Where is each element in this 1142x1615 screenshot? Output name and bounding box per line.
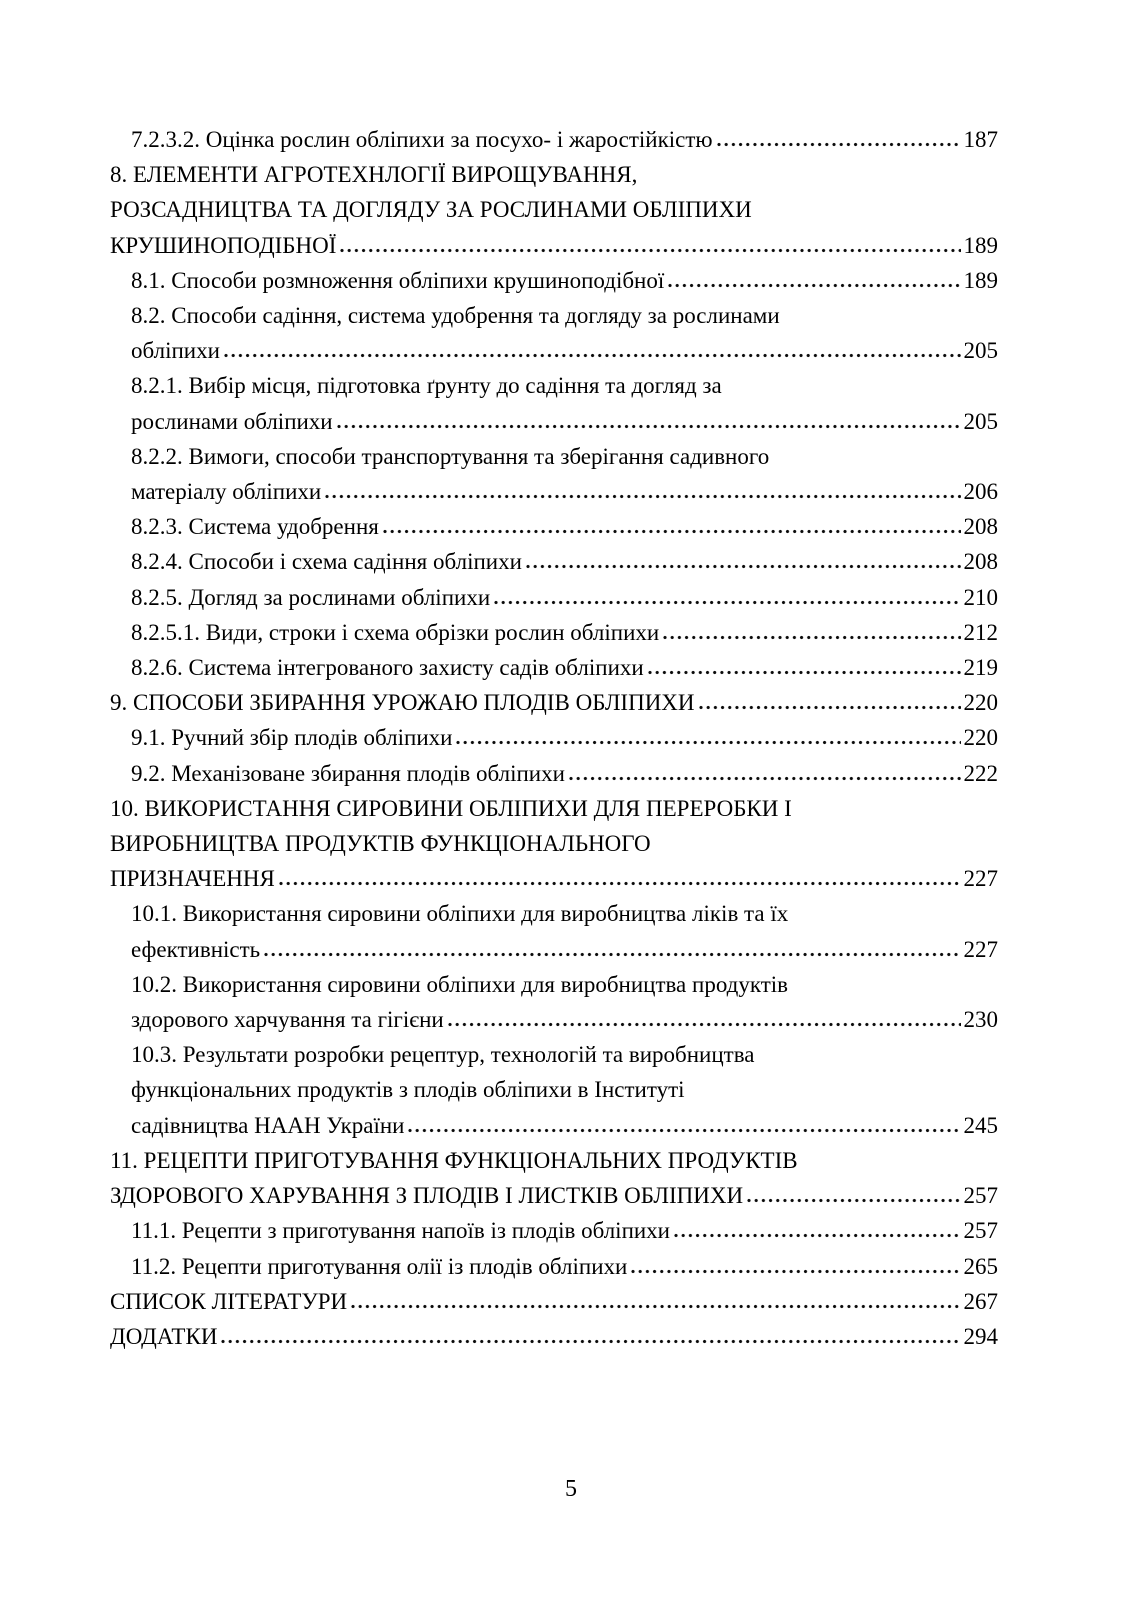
dot-leader: [221, 1339, 960, 1344]
toc-entry-text: функціональних продуктів з плодів обліпихи в Інституті: [131, 1077, 685, 1103]
toc-entry: [110, 1213, 998, 1248]
toc-entry: [110, 756, 998, 791]
toc-entry-page: 189: [963, 267, 998, 293]
toc-entry-page: 205: [963, 408, 998, 434]
toc-entry-page: 294: [963, 1323, 998, 1349]
toc-entry-text: 11.2. Рецепти приготування олії із плодів обліпихи: [131, 1253, 628, 1279]
dot-leader: [448, 1022, 961, 1027]
toc-entry-text: 11. РЕЦЕПТИ ПРИГОТУВАННЯ ФУНКЦІОНАЛЬНИХ ПРОДУКТІВ: [110, 1147, 798, 1173]
toc-entry-text: ПРИЗНАЧЕННЯ: [110, 866, 275, 892]
toc-entry-line: [110, 791, 998, 826]
toc-entry-page: 212: [963, 619, 998, 645]
table-of-contents: [110, 122, 998, 1354]
toc-entry-text: 10. ВИКОРИСТАННЯ СИРОВИНИ ОБЛІПИХИ ДЛЯ ПЕРЕРОБКИ І: [110, 795, 792, 821]
toc-entry-last-line: [131, 1249, 998, 1284]
toc-entry-line: [131, 368, 998, 403]
toc-entry-page: 205: [963, 338, 998, 364]
dot-leader: [674, 1233, 961, 1238]
toc-entry-page: 227: [963, 866, 998, 892]
dot-leader: [408, 1128, 960, 1133]
toc-entry: [110, 615, 998, 650]
dot-leader: [325, 494, 960, 499]
toc-entry-page: 257: [963, 1218, 998, 1244]
toc-entry-line: [110, 192, 998, 227]
toc-entry-text: 8.2.4. Способи і схема садіння обліпихи: [131, 549, 522, 575]
toc-entry: [110, 298, 998, 368]
toc-entry: [110, 1037, 998, 1143]
dot-leader: [383, 529, 961, 534]
toc-entry-line: [131, 439, 998, 474]
toc-entry-page: 189: [963, 232, 998, 258]
toc-entry-text: ефективність: [131, 936, 261, 962]
toc-entry: [110, 1143, 998, 1213]
toc-entry-text: РОЗСАДНИЦТВА ТА ДОГЛЯДУ ЗА РОСЛИНАМИ ОБЛІПИХИ: [110, 197, 752, 223]
toc-entry-line: [131, 1072, 998, 1107]
dot-leader: [569, 776, 961, 781]
toc-entry-page: 222: [963, 760, 998, 786]
dot-leader: [494, 600, 960, 605]
toc-entry-page: 206: [963, 479, 998, 505]
toc-entry-last-line: [131, 509, 998, 544]
toc-entry-text: матеріалу обліпихи: [131, 479, 322, 505]
toc-entry-last-line: [110, 685, 998, 720]
dot-leader: [668, 283, 960, 288]
toc-entry-page: 230: [963, 1007, 998, 1033]
toc-entry-text: 9.2. Механізоване збирання плодів обліпихи: [131, 760, 565, 786]
dot-leader: [717, 142, 961, 147]
toc-entry-last-line: [131, 756, 998, 791]
toc-entry-text: 8.2.1. Вибір місця, підготовка ґрунту до садіння та догляд за: [131, 373, 722, 399]
toc-entry: [110, 368, 998, 438]
toc-entry: [110, 122, 998, 157]
dot-leader: [340, 248, 960, 253]
toc-entry-page: 220: [963, 725, 998, 751]
toc-entry-last-line: [131, 1213, 998, 1248]
toc-entry: [110, 896, 998, 966]
toc-entry-text: 9. СПОСОБИ ЗБИРАННЯ УРОЖАЮ ПЛОДІВ ОБЛІПИХИ: [110, 690, 695, 716]
dot-leader: [224, 353, 961, 358]
toc-entry-text: ДОДАТКИ: [110, 1323, 218, 1349]
toc-entry-text: 8.2.2. Вимоги, способи транспортування та зберігання садивного: [131, 443, 770, 469]
toc-entry-text: 7.2.3.2. Оцінка рослин обліпихи за посухо- і жаростійкістю: [131, 127, 713, 152]
toc-entry-text: 9.1. Ручний збір плодів обліпихи: [131, 725, 453, 751]
toc-entry-text: садівництва НААН України: [131, 1112, 405, 1138]
toc-entry: [110, 509, 998, 544]
toc-entry-text: 8.1. Способи розмноження обліпихи крушиноподібної: [131, 267, 665, 293]
toc-entry-text: 8.2.3. Система удобрення: [131, 514, 379, 540]
toc-entry-last-line: [131, 932, 998, 967]
toc-entry-page: 187: [963, 127, 998, 152]
toc-entry: [110, 1319, 998, 1354]
toc-entry: [110, 720, 998, 755]
dot-leader: [264, 952, 960, 957]
dot-leader: [648, 670, 961, 675]
toc-entry-text: 8.2. Способи садіння, система удобрення та догляду за рослинами: [131, 303, 780, 329]
toc-entry-page: 267: [963, 1288, 998, 1314]
toc-entry-line: [110, 826, 998, 861]
toc-entry: [110, 967, 998, 1037]
toc-entry-text: 10.3. Результати розробки рецептур, технологій та виробництва: [131, 1042, 755, 1068]
dot-leader: [456, 740, 960, 745]
dot-leader: [337, 424, 961, 429]
toc-entry: [110, 1284, 998, 1319]
toc-entry-page: 208: [963, 549, 998, 575]
page-number: 5: [565, 1476, 577, 1502]
toc-entry-text: СПИСОК ЛІТЕРАТУРИ: [110, 1288, 348, 1314]
toc-entry-page: 245: [963, 1112, 998, 1138]
toc-entry-line: [131, 298, 998, 333]
dot-leader: [279, 881, 961, 886]
toc-entry: [110, 1249, 998, 1284]
dot-leader: [526, 564, 961, 569]
toc-entry: [110, 439, 998, 509]
dot-leader: [747, 1198, 960, 1203]
toc-entry-page: 257: [963, 1183, 998, 1209]
toc-entry-text: 8.2.6. Система інтегрованого захисту садів обліпихи: [131, 655, 644, 681]
toc-entry-last-line: [110, 1178, 998, 1213]
dot-leader: [631, 1269, 960, 1274]
dot-leader: [663, 635, 960, 640]
toc-entry-last-line: [131, 1002, 998, 1037]
toc-entry: [110, 157, 998, 263]
toc-entry-text: 8.2.5. Догляд за рослинами обліпихи: [131, 584, 491, 610]
toc-entry-last-line: [131, 333, 998, 368]
toc-entry-line: [131, 1037, 998, 1072]
toc-entry-page: 227: [963, 936, 998, 962]
toc-entry-last-line: [131, 122, 998, 157]
toc-entry-text: 8.2.5.1. Види, строки і схема обрізки рослин обліпихи: [131, 619, 660, 645]
toc-entry-last-line: [110, 228, 998, 263]
toc-entry-line: [110, 1143, 998, 1178]
toc-entry: [110, 791, 998, 897]
toc-entry-last-line: [110, 1319, 998, 1354]
toc-entry-page: 219: [963, 655, 998, 681]
toc-entry: [110, 580, 998, 615]
toc-entry-last-line: [131, 580, 998, 615]
toc-entry-last-line: [131, 474, 998, 509]
toc-entry-line: [131, 896, 998, 931]
toc-entry-text: 8. ЕЛЕМЕНТИ АГРОТЕХНЛОГІЇ ВИРОЩУВАННЯ,: [110, 162, 638, 188]
toc-entry-last-line: [110, 861, 998, 896]
toc-entry-last-line: [131, 404, 998, 439]
toc-entry-page: 208: [963, 514, 998, 540]
toc-entry-text: обліпихи: [131, 338, 220, 364]
toc-entry-page: 210: [963, 584, 998, 610]
toc-entry-text: ЗДОРОВОГО ХАРУВАННЯ З ПЛОДІВ І ЛИСТКІВ ОБЛІПИХИ: [110, 1183, 744, 1209]
toc-entry-text: 11.1. Рецепти з приготування напоїв із плодів обліпихи: [131, 1218, 670, 1244]
toc-entry-text: здорового харчування та гігієни: [131, 1007, 444, 1033]
toc-entry-last-line: [131, 1108, 998, 1143]
toc-entry-line: [131, 967, 998, 1002]
toc-entry: [110, 544, 998, 579]
dot-leader: [351, 1304, 960, 1309]
toc-entry-text: 10.1. Використання сировини обліпихи для виробництва ліків та їх: [131, 901, 789, 927]
toc-entry-page: 220: [963, 690, 998, 716]
dot-leader: [699, 705, 961, 710]
toc-entry-text: рослинами обліпихи: [131, 408, 333, 434]
toc-entry-last-line: [131, 263, 998, 298]
toc-entry: [110, 685, 998, 720]
toc-entry-last-line: [131, 650, 998, 685]
toc-entry-last-line: [110, 1284, 998, 1319]
toc-entry-text: ВИРОБНИЦТВА ПРОДУКТІВ ФУНКЦІОНАЛЬНОГО: [110, 831, 651, 857]
toc-entry: [110, 263, 998, 298]
toc-entry-last-line: [131, 720, 998, 755]
toc-entry-page: 265: [963, 1253, 998, 1279]
toc-entry-text: КРУШИНОПОДІБНОЇ: [110, 232, 337, 258]
toc-entry: [110, 650, 998, 685]
toc-entry-last-line: [131, 544, 998, 579]
toc-entry-last-line: [131, 615, 998, 650]
toc-entry-line: [110, 157, 998, 192]
toc-entry-text: 10.2. Використання сировини обліпихи для виробництва продуктів: [131, 971, 789, 997]
